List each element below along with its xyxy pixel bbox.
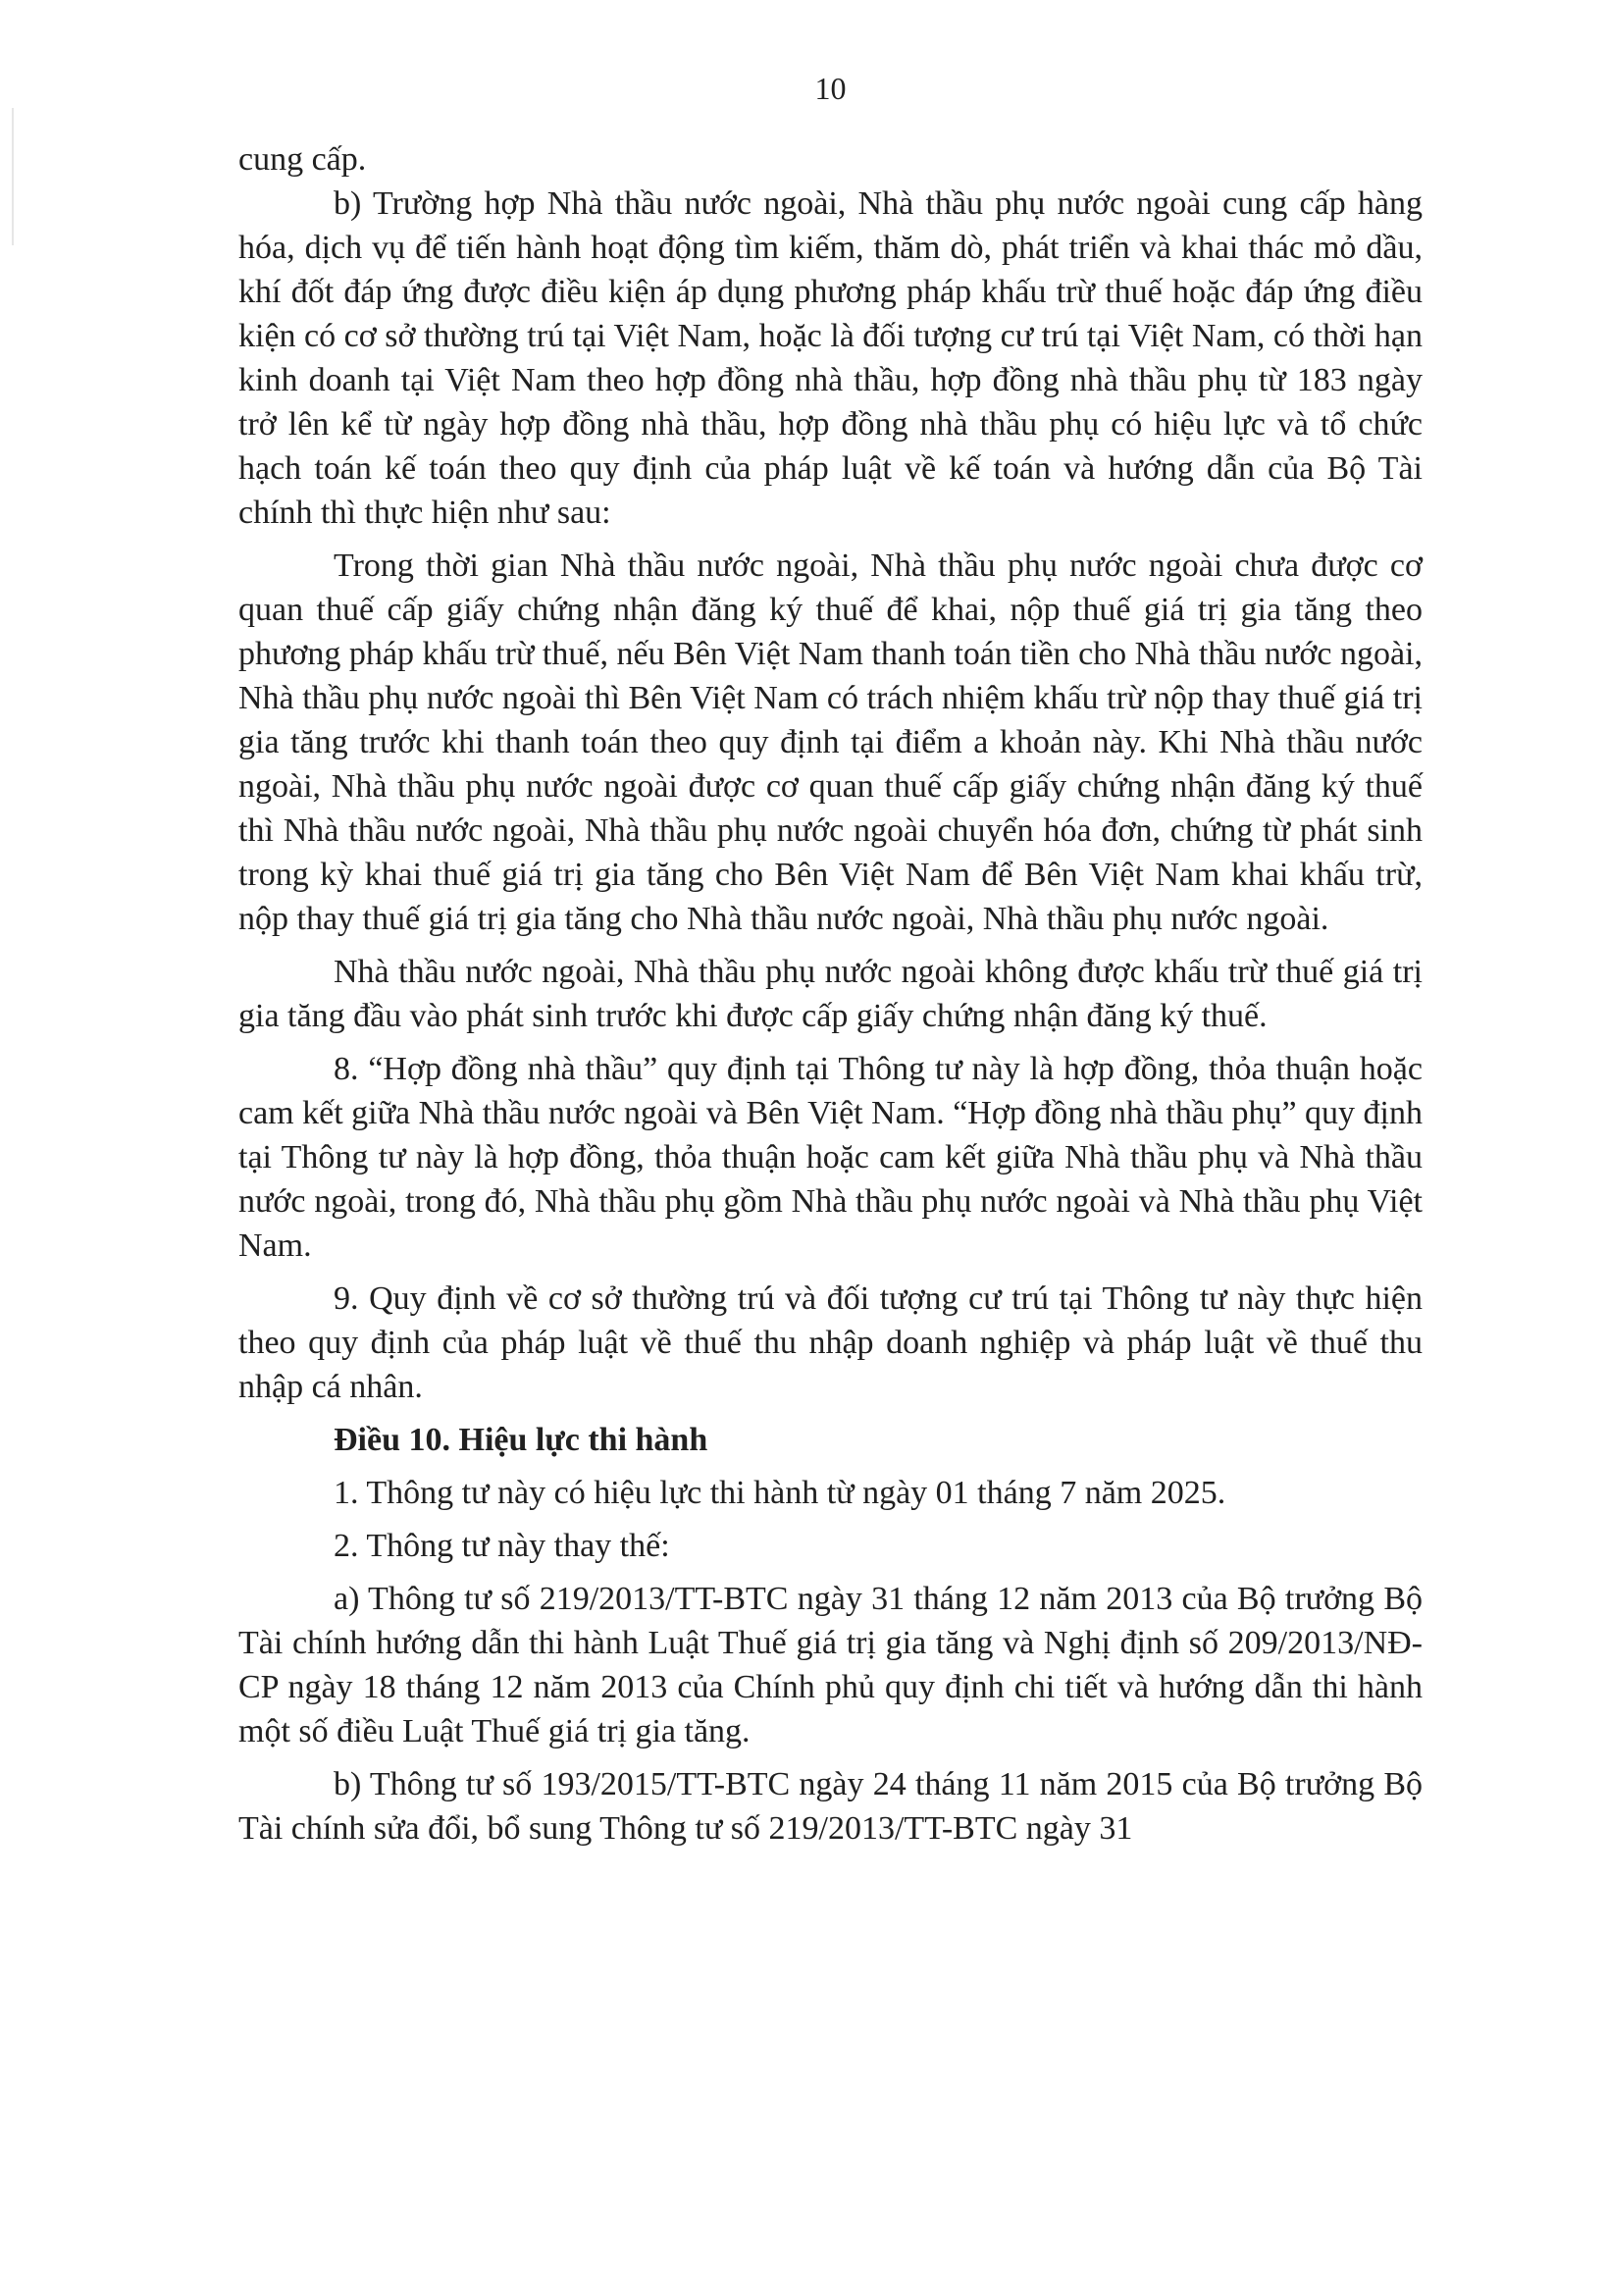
paragraph-continuation: cung cấp. <box>238 141 367 178</box>
article-clause-1: 1. Thông tư này có hiệu lực thi hành từ ngày 01 tháng 7 năm 2025. <box>334 1475 1226 1511</box>
paragraph-registration-period: Trong thời gian Nhà thầu nước ngoài, Nhà thầu phụ nước ngoài chưa được cơ quan thuế cấp giấy chứng nhận đăng ký thuế để khai, nộp thuế giá trị gia tăng theo phương pháp khấu trừ thuế, nếu Bên Việt Nam thanh toán tiền cho Nhà thầu nước ngoài, Nhà thầu phụ nước ngoài thì Bên Việt Nam có trách nhiệm khấu trừ nộp thay thuế giá trị gia tăng trước khi thanh toán theo quy định tại điểm a khoản này. Khi Nhà thầu nước ngoài, Nhà thầu phụ nước ngoài được cơ quan thuế cấp giấy chứng nhận đăng ký thuế thì Nhà thầu nước ngoài, Nhà thầu phụ nước ngoài chuyển hóa đơn, chứng từ phát sinh trong kỳ khai thuế giá trị gia tăng cho Bên Việt Nam để Bên Việt Nam khai khấu trừ, nộp thay thuế giá trị gia tăng cho Nhà thầu nước ngoài, Nhà thầu phụ nước ngoài. <box>238 548 1423 937</box>
paragraph-clause-9: 9. Quy định về cơ sở thường trú và đối tượng cư trú tại Thông tư này thực hiện theo quy định của pháp luật về thuế thu nhập doanh nghiệp và pháp luật về thuế thu nhập cá nhân. <box>238 1280 1423 1405</box>
article-heading: Điều 10. Hiệu lực thi hành <box>334 1422 708 1458</box>
scan-edge-mark <box>12 108 14 245</box>
article-clause-2b: b) Thông tư số 193/2015/TT-BTC ngày 24 tháng 11 năm 2015 của Bộ trưởng Bộ Tài chính sửa đổi, bổ sung Thông tư số 219/2013/TT-BTC ngày 31 <box>238 1766 1423 1847</box>
paragraph-input-vat: Nhà thầu nước ngoài, Nhà thầu phụ nước ngoài không được khấu trừ thuế giá trị gia tăng đầu vào phát sinh trước khi được cấp giấy chứng nhận đăng ký thuế. <box>238 954 1423 1034</box>
article-clause-2a: a) Thông tư số 219/2013/TT-BTC ngày 31 tháng 12 năm 2013 của Bộ trưởng Bộ Tài chính hướng dẫn thi hành Luật Thuế giá trị gia tăng và Nghị định số 209/2013/NĐ-CP ngày 18 tháng 12 năm 2013 của Chính phủ quy định chi tiết và hướng dẫn thi hành một số điều Luật Thuế giá trị gia tăng. <box>238 1581 1423 1749</box>
article-clause-2: 2. Thông tư này thay thế: <box>334 1528 670 1564</box>
paragraph-clause-8: 8. “Hợp đồng nhà thầu” quy định tại Thông tư này là hợp đồng, thỏa thuận hoặc cam kết giữa Nhà thầu nước ngoài và Bên Việt Nam. “Hợp đồng nhà thầu phụ” quy định tại Thông tư này là hợp đồng, thỏa thuận hoặc cam kết giữa Nhà thầu phụ và Nhà thầu nước ngoài, trong đó, Nhà thầu phụ gồm Nhà thầu phụ nước ngoài và Nhà thầu phụ Việt Nam. <box>238 1051 1423 1264</box>
paragraph-point-b: b) Trường hợp Nhà thầu nước ngoài, Nhà thầu phụ nước ngoài cung cấp hàng hóa, dịch vụ để tiến hành hoạt động tìm kiếm, thăm dò, phát triển và khai thác mỏ dầu, khí đốt đáp ứng được điều kiện áp dụng phương pháp khấu trừ thuế hoặc đáp ứng điều kiện có cơ sở thường trú tại Việt Nam, hoặc là đối tượng cư trú tại Việt Nam, có thời hạn kinh doanh tại Việt Nam theo hợp đồng nhà thầu, hợp đồng nhà thầu phụ từ 183 ngày trở lên kể từ ngày hợp đồng nhà thầu, hợp đồng nhà thầu phụ có hiệu lực và tổ chức hạch toán kế toán theo quy định của pháp luật về kế toán và hướng dẫn của Bộ Tài chính thì thực hiện như sau: <box>238 185 1423 531</box>
page-number: 10 <box>814 71 847 106</box>
